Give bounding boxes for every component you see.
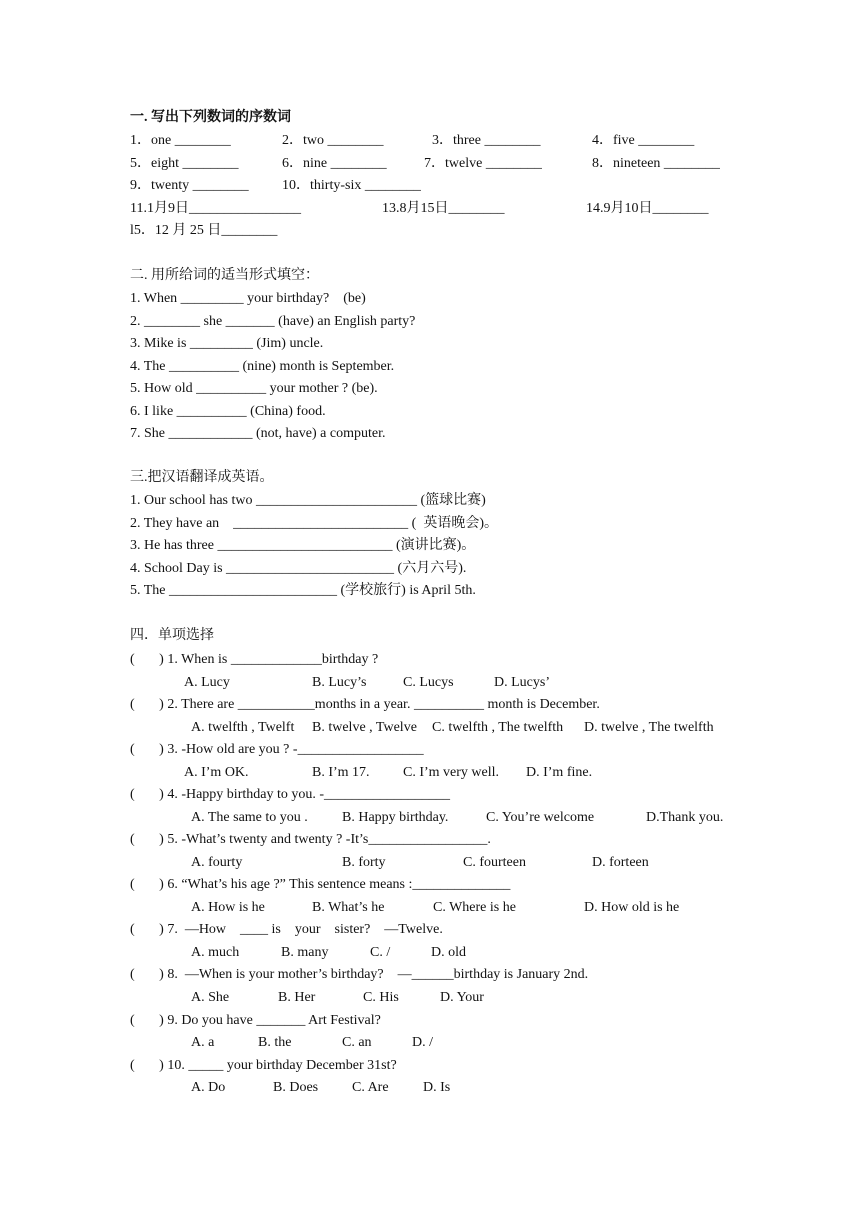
date-item: 14.9月10日________ [586,201,709,216]
option-d: D. Lucys’ [494,675,550,690]
question-10: ( ) 10. _____ your birthday December 31st? [130,1058,397,1073]
fill-in-item: 5. How old __________ your mother ? (be). [130,381,378,396]
option-c: C. I’m very well. [403,765,500,780]
option-d: D. How old is he [584,900,680,915]
option-b: B. the [258,1035,292,1050]
section1-heading: 一. 写出下列数词的序数词 [130,110,291,125]
option-a: A. I’m OK. [184,765,249,780]
question-2-options [191,719,751,737]
question-3: ( ) 3. -How old are you ? -__________________ [130,742,424,757]
option-b: B. many [281,945,329,960]
question-4: ( ) 4. -Happy birthday to you. -__________________ [130,787,451,802]
question-6: ( ) 6. “What’s his age ?” This sentence means :______________ [130,877,511,892]
fill-in-item: 7. She ____________ (not, have) a computer. [130,426,386,441]
option-c: C. fourteen [463,855,526,870]
section1-row1 [130,132,740,150]
option-a: A. twelfth , Twelft [191,720,295,735]
option-c: C. Where is he [433,900,516,915]
section1-row2 [130,155,740,173]
option-b: B. What’s he [312,900,385,915]
question-7-options [191,944,751,962]
question-5-options [191,854,751,872]
fill-in-item: 4. The __________ (nine) month is September. [130,359,395,374]
option-c: C. twelfth , The twelfth [432,720,564,735]
translate-item: 2. They have an _________________________ ( 英语晚会)。 [130,516,498,531]
question-3-options [184,764,744,782]
question-5: ( ) 5. -What’s twenty and twenty ? -It’s_________________. [130,832,491,847]
translate-item: 5. The ________________________ (学校旅行) is April 5th. [130,583,476,598]
option-d: D. Is [423,1080,451,1095]
ordinal-item: 2．two ________ [282,133,384,148]
question-8: ( ) 8. —When is your mother’s birthday? —______birthday is January 2nd. [130,967,589,982]
question-8-options [191,989,751,1007]
option-a: A. How is he [191,900,265,915]
option-c: C. You’re welcome [486,810,595,825]
option-d: D. old [431,945,466,960]
translate-item: 3. He has three _________________________ (演讲比赛)。 [130,538,476,553]
section1-row3 [130,177,740,195]
section3-heading: 三.把汉语翻译成英语。 [130,470,274,485]
option-a: A. much [191,945,240,960]
option-d: D. forteen [592,855,649,870]
section1-row5: l5．12 月 25 日________ [130,223,278,238]
option-b: B. twelve , Twelve [312,720,417,735]
option-d: D. Your [440,990,484,1005]
question-9-options [191,1034,751,1052]
option-d: D.Thank you. [646,810,724,825]
option-c: C. His [363,990,399,1005]
option-b: B. Her [278,990,316,1005]
option-c: C. Lucys [403,675,454,690]
ordinal-item: 9．twenty ________ [130,178,249,193]
option-a: A. fourty [191,855,243,870]
ordinal-item: 3．three ________ [432,133,541,148]
option-a: A. She [191,990,230,1005]
fill-in-item: 6. I like __________ (China) food. [130,404,326,419]
ordinal-item: 5．eight ________ [130,156,239,171]
fill-in-item: 3. Mike is _________ (Jim) uncle. [130,336,324,351]
question-10-options [191,1079,751,1097]
option-d: D. I’m fine. [526,765,593,780]
section2-heading: 二. 用所给词的适当形式填空： [130,268,319,283]
option-b: B. Lucy’s [312,675,367,690]
ordinal-item: 7．twelve ________ [424,156,542,171]
question-2: ( ) 2. There are ___________months in a year. __________ month is December. [130,697,600,712]
ordinal-item: 1．one ________ [130,133,231,148]
translate-item: 1. Our school has two _______________________ (篮球比赛) [130,493,486,508]
option-b: B. Happy birthday. [342,810,449,825]
option-c: C. / [370,945,391,960]
option-c: C. an [342,1035,372,1050]
fill-in-item: 2. ________ she _______ (have) an English party? [130,314,416,329]
ordinal-item: 10．thirty-six ________ [282,178,421,193]
option-b: B. Does [273,1080,319,1095]
option-b: B. I’m 17. [312,765,370,780]
date-item: 11.1月9日________________ [130,201,301,216]
ordinal-item: 8．nineteen ________ [592,156,720,171]
question-6-options [191,899,751,917]
question-7: ( ) 7. —How ____ is your sister? —Twelve. [130,922,443,937]
option-c: C. Are [352,1080,389,1095]
option-a: A. Lucy [184,675,230,690]
question-1-options [184,674,744,692]
date-item: 13.8月15日________ [382,201,505,216]
fill-in-item: 1. When _________ your birthday? (be) [130,291,366,306]
section1-row4 [130,200,740,218]
translate-item: 4. School Day is ________________________ (六月六号). [130,561,467,576]
option-d: D. / [412,1035,433,1050]
question-9: ( ) 9. Do you have _______ Art Festival? [130,1013,381,1028]
question-4-options [191,809,751,827]
option-a: A. The same to you . [191,810,308,825]
section4-heading: 四．单项选择 [130,628,214,643]
option-b: B. forty [342,855,386,870]
question-1: ( ) 1. When is _____________birthday ? [130,652,379,667]
option-a: A. Do [191,1080,226,1095]
ordinal-item: 6．nine ________ [282,156,387,171]
ordinal-item: 4．five ________ [592,133,695,148]
option-d: D. twelve , The twelfth [584,720,714,735]
option-a: A. a [191,1035,215,1050]
